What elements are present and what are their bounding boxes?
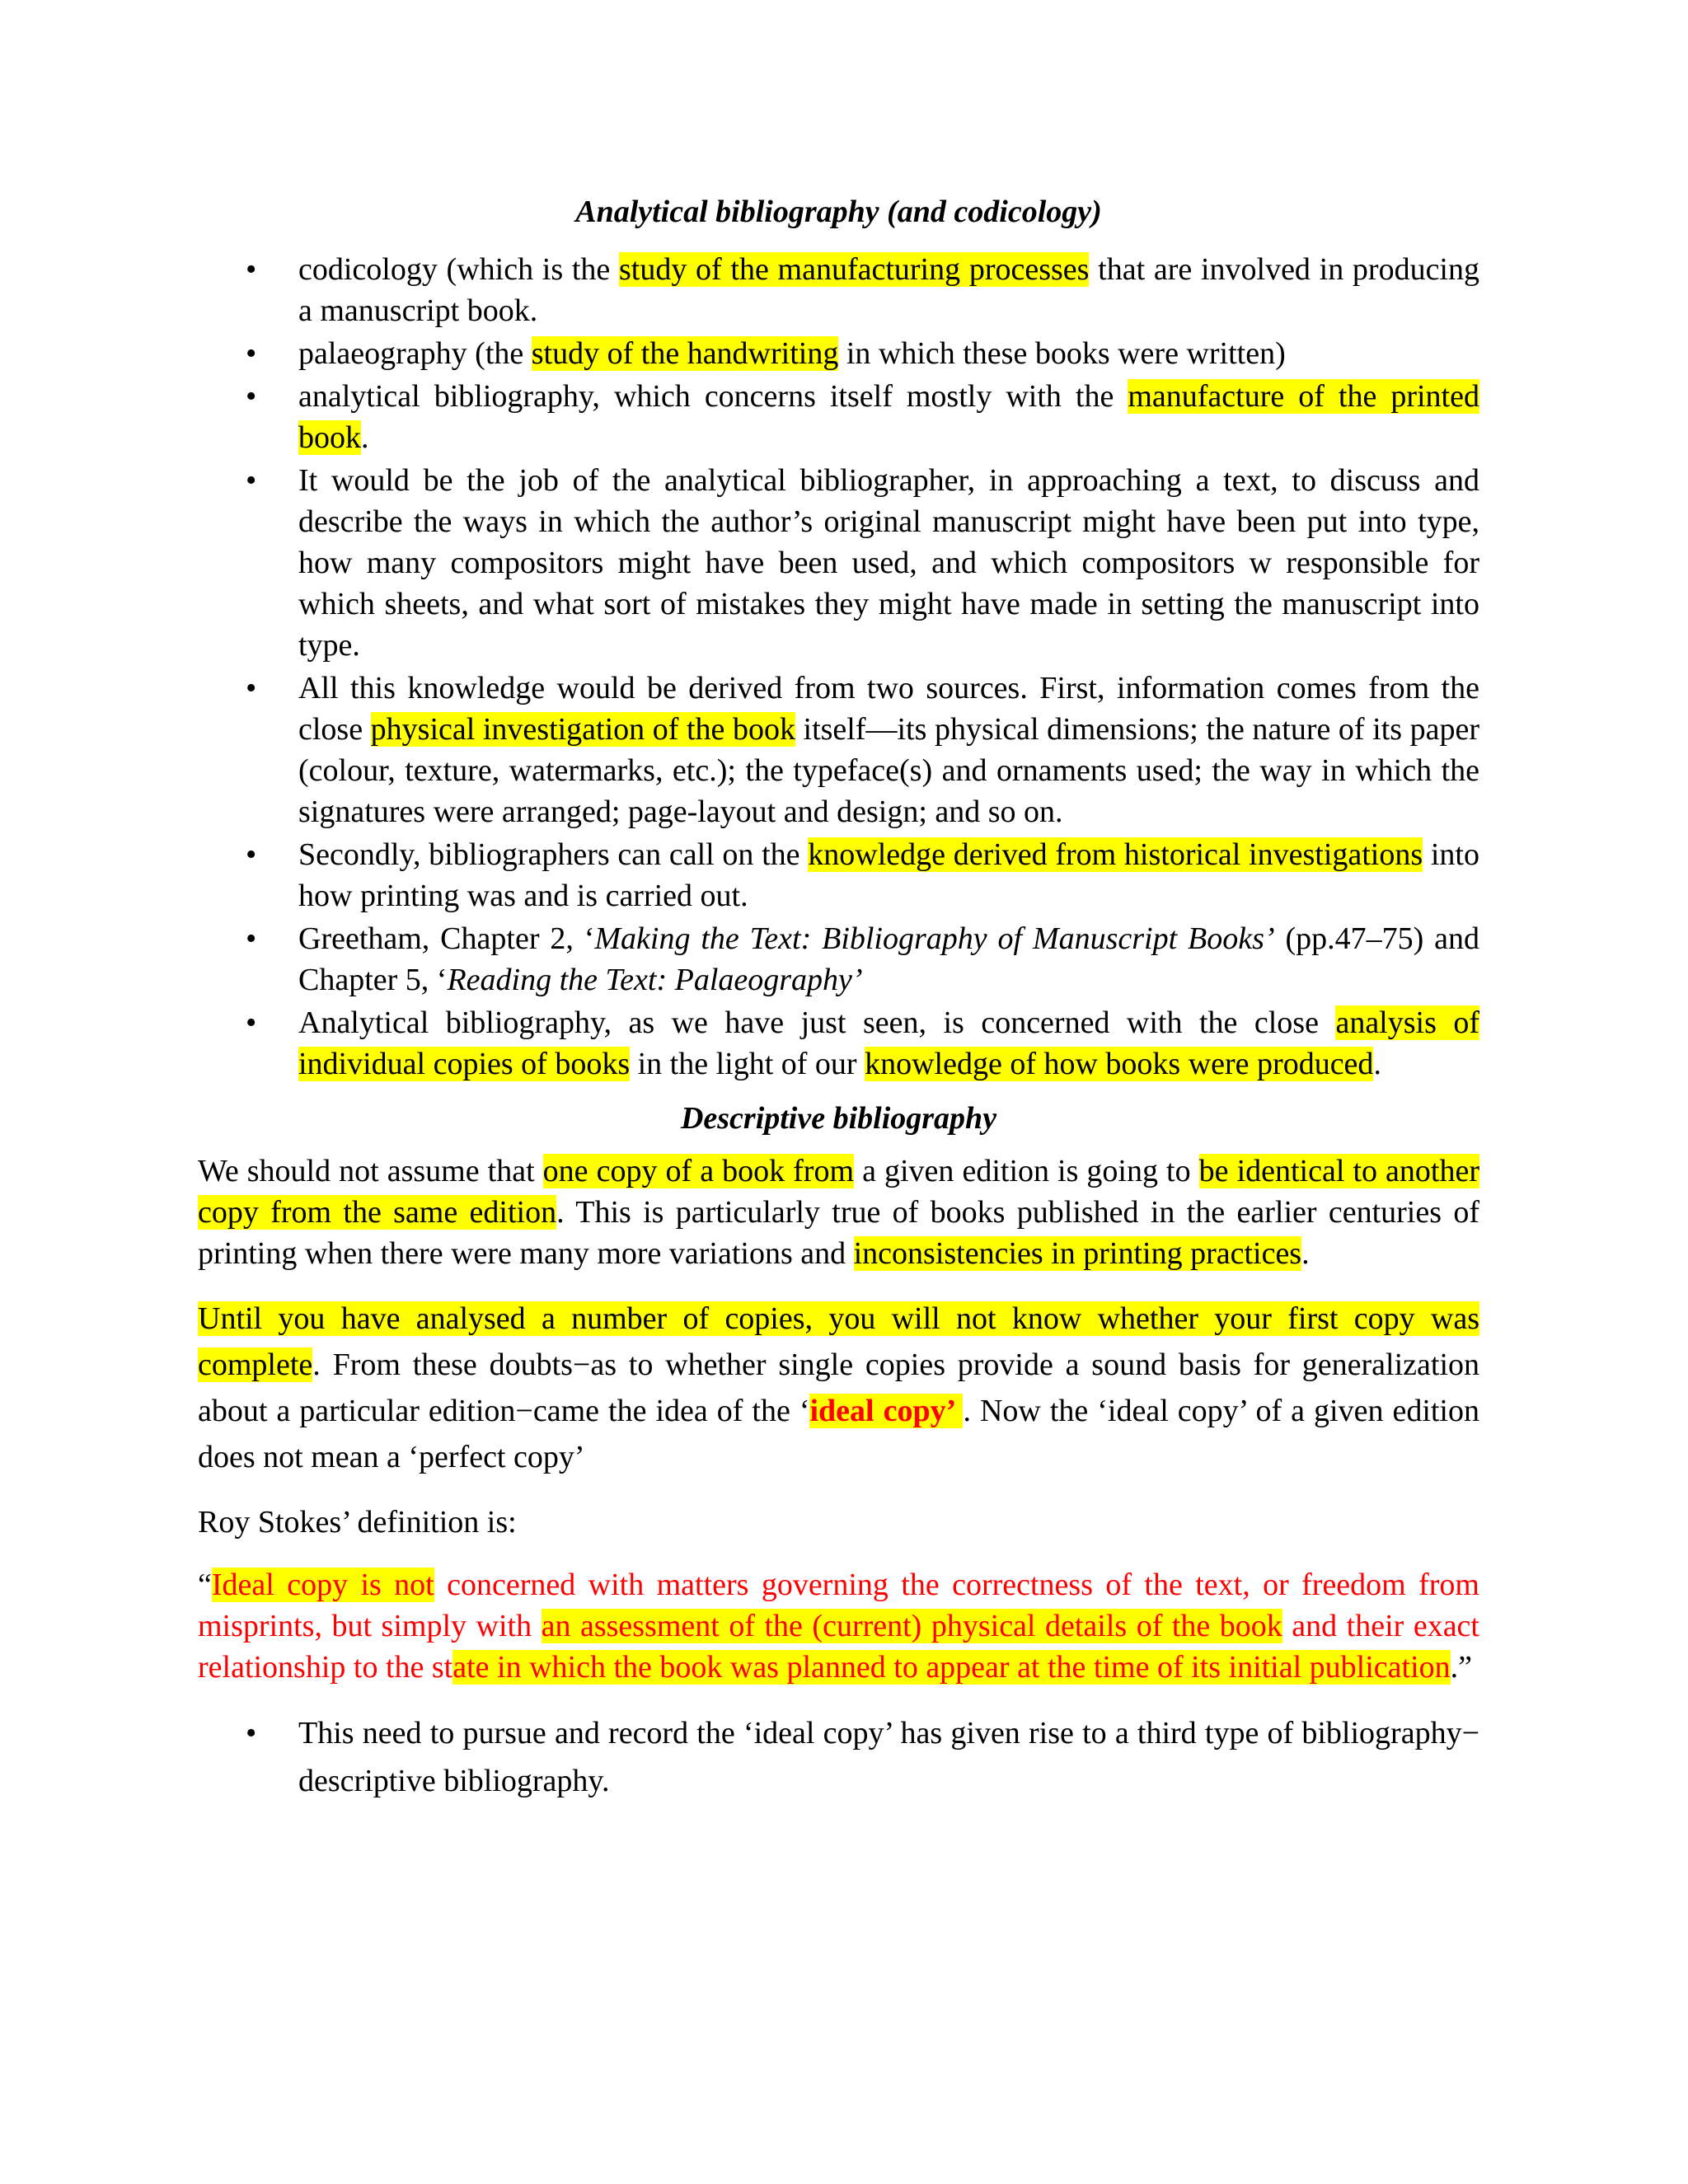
highlight: Until you have analysed a number of copies, you will not know whether your first copy was complete bbox=[198, 1301, 1479, 1382]
definition-quote: “Ideal copy is not concerned with matters governing the correctness of the text, or freedom from misprints, but simply with an assessment of the (current) physical details of the book and their exact relationship to the state in which the book was planned to appear at the time of its initial publication.” bbox=[198, 1568, 1479, 1685]
list-item: • Secondly, bibliographers can call on the knowledge derived from historical investigations into how printing was and is carried out. bbox=[198, 834, 1479, 916]
highlight: inconsistencies in printing practices bbox=[853, 1236, 1302, 1271]
list-item: • analytical bibliography, which concerns itself mostly with the manufacture of the printed book. bbox=[198, 376, 1479, 458]
highlight: knowledge of how books were produced bbox=[865, 1047, 1374, 1081]
ideal-copy-highlight: ideal copy’ bbox=[809, 1394, 964, 1428]
highlight: analysis of individual copies of books bbox=[298, 1005, 1480, 1081]
highlight: study of the handwriting bbox=[531, 336, 839, 371]
highlight: knowledge derived from historical investigations bbox=[808, 837, 1423, 872]
highlight: ate in which the book was planned to appear at the time of its initial publication bbox=[452, 1650, 1451, 1685]
highlight: be identical to another copy from the same edition bbox=[198, 1154, 1479, 1230]
list-item: • codicology (which is the study of the manufacturing processes that are involved in producing a manuscript book. bbox=[198, 249, 1479, 331]
highlight: an assessment of the (current) physical details of the book bbox=[541, 1609, 1282, 1643]
list-item: • All this knowledge would be derived from two sources. First, information comes from the close physical investigation of the book itself—its physical dimensions; the nature of its paper (colour, texture, watermarks, etc.); the typeface(s) and ornaments used; the way in which the signatures were arranged; page-layout and design; and so on. bbox=[198, 668, 1479, 832]
highlight: one copy of a book from bbox=[542, 1154, 855, 1188]
highlight: manufacture of the printed book bbox=[298, 379, 1479, 455]
list-item: • palaeography (the study of the handwriting in which these books were written) bbox=[198, 333, 1479, 374]
bullet-list bbox=[198, 1709, 1479, 1805]
list-item: • This need to pursue and record the ‘ideal copy’ has given rise to a third type of bibliography− descriptive bibliography. bbox=[198, 1709, 1479, 1805]
paragraph: We should not assume that one copy of a book from a given edition is going to be identical to another copy from the same edition. This is particularly true of books published in the earlier centuries of printing when there were many more variations and inconsistencies in printing practices. bbox=[198, 1154, 1479, 1271]
highlight: study of the manufacturing processes bbox=[618, 252, 1090, 287]
section-heading: Descriptive bibliography bbox=[680, 1101, 997, 1136]
page-title: Analytical bibliography (and codicology) bbox=[575, 194, 1102, 229]
paragraph: Until you have analysed a number of copies, you will not know whether your first copy was complete. From these doubts−as to whether single copies provide a sound basis for generalization about a particular edition−came the idea of the ‘ideal copy’ . Now the ‘ideal copy’ of a given edition does not mean a ‘perfect copy’ bbox=[198, 1301, 1479, 1474]
list-item: • Greetham, Chapter 2, ‘Making the Text: Bibliography of Manuscript Books’ (pp.47–75) and Chapter 5, ‘Reading the Text: Palaeography’ bbox=[198, 918, 1479, 1001]
list-item: • Analytical bibliography, as we have just seen, is concerned with the close analysis of individual copies of books in the light of our knowledge of how books were produced. bbox=[198, 1002, 1479, 1085]
highlight: physical investigation of the book bbox=[370, 712, 795, 747]
highlight: Ideal copy is not bbox=[211, 1568, 434, 1602]
document-page bbox=[198, 191, 1479, 1807]
bullet-list bbox=[198, 249, 1479, 1085]
paragraph: Roy Stokes’ definition is: bbox=[198, 1505, 517, 1540]
list-item: • It would be the job of the analytical bibliographer, in approaching a text, to discuss and describe the ways in which the author’s original manuscript might have been put into type, how many compositors might have been used, and which compositors w responsible for which sheets, and what sort of mistakes they might have made in setting the manuscript into type. bbox=[198, 460, 1479, 666]
